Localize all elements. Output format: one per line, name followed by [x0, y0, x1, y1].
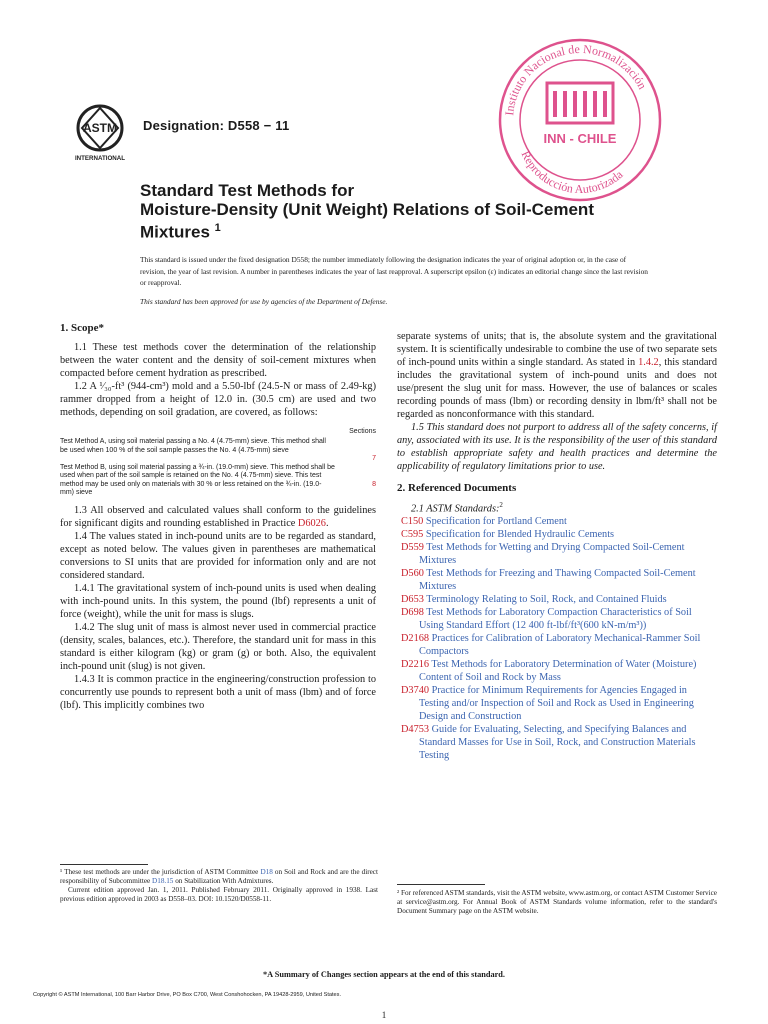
title-line-1: Standard Test Methods for — [140, 181, 355, 200]
ref-item[interactable] — [397, 658, 717, 684]
standard-notice — [140, 254, 650, 307]
test-method-b-text: Test Method B, using soil material passing a ¾-in. (19.0-mm) sieve. This method shall be used when part of the soil sample is retained on the No. 4 (4.75-mm) sieve. This test method may be used only on materials with 30 % or less retained on the ¾-in. (19.0-mm) sieve — [60, 463, 335, 497]
ref-code[interactable]: D653 — [401, 594, 424, 606]
test-method-a — [60, 438, 376, 464]
para-1-4-3: 1.4.3 It is common practice in the engineering/construction profession to concurrently use pounds to represent both a unit of mass (lbm) and of force (lbf). This implicitly combines two — [60, 673, 376, 711]
ref-title[interactable]: Terminology Relating to Soil, Rock, and Contained Fluids — [426, 594, 667, 606]
notice-text: This standard is issued under the fixed designation D558; the number immediately following the designation indicates the year of original adoption or, in the case of revision, the year of last revision. A number in parentheses indicates the year of last reapproval. A superscript epsilon (ε) indicates an editorial change since the last revision or reapproval. — [140, 255, 648, 287]
ref-title[interactable]: Test Methods for Laboratory Compaction Characteristics of Soil Using Standard Effort (12 400 ft-lbf/ft³(600 kN-m/m³)) — [419, 607, 692, 632]
test-method-b-section[interactable]: 8 — [372, 480, 376, 488]
ref-code[interactable]: C150 — [401, 516, 424, 528]
designation: Designation: D558 − 11 — [143, 118, 290, 133]
ref-title[interactable]: Practices for Calibration of Laboratory Mechanical-Rammer Soil Compactors — [419, 633, 701, 658]
astm-standards-subheading — [397, 499, 717, 515]
ref-item[interactable] — [397, 515, 717, 528]
para-1-4-2: 1.4.2 The slug unit of mass is almost never used in commercial practice (density, scales, balances, etc.). Therefore, the standard unit for mass in this standard is either kilogram (kg) or gram (g) or both. Also, the equivalent inch-pound unit (slug) is not given. — [60, 621, 376, 672]
title-line-3: Mixtures — [140, 222, 210, 242]
ref-title[interactable]: Test Methods for Wetting and Drying Compacted Soil-Cement Mixtures — [419, 542, 685, 567]
test-method-a-text: Test Method A, using soil material passing a No. 4 (4.75-mm) sieve. This method shall be used when 100 % of the soil sample passes the No. 4 (4.75-mm) sieve — [60, 438, 326, 454]
inn-chile-stamp — [495, 35, 665, 205]
ref-title[interactable]: Specification for Portland Cement — [425, 516, 567, 528]
ref-code[interactable]: D4753 — [401, 724, 430, 736]
link-d6026[interactable]: D6026 — [297, 517, 326, 529]
para-1-4-1: 1.4.1 The gravitational system of inch-pound units is used when dealing with inch-pound units. In this system, the pound (lbf) represents a unit of force (weight), while the unit for mass is slugs. — [60, 582, 376, 620]
ref-code[interactable]: D560 — [401, 568, 424, 580]
sections-label: Sections — [349, 428, 376, 435]
astm-standards-label: 2.1 ASTM Standards: — [411, 503, 500, 515]
svg-text:ASTM: ASTM — [83, 121, 117, 135]
ref-title[interactable]: Specification for Blended Hydraulic Cements — [425, 529, 615, 541]
ref-item[interactable] — [397, 632, 717, 658]
para-1-1: 1.1 These test methods cover the determination of the relationship between the water content and the density of soil-cement mixtures when compacted before cement hydration as prescribed. — [60, 342, 376, 379]
svg-text:Instituto Nacional de Normaliz: Instituto Nacional de Normalización — [502, 41, 650, 117]
para-1-3-text: 1.3 All observed and calculated values shall conform to the guidelines for significant digits and rounding established in Practice — [60, 504, 376, 529]
para-1-3-end: . — [325, 517, 329, 529]
document-title — [140, 181, 660, 242]
ref-item[interactable] — [397, 723, 717, 762]
ref-code[interactable]: C595 — [401, 529, 424, 541]
fn1-text-c: on Stabilization With Admixtures. — [173, 877, 274, 885]
dod-approval: This standard has been approved for use by agencies of the Department of Defense. — [140, 296, 388, 306]
ref-code[interactable]: D3740 — [401, 685, 430, 697]
ref-code[interactable]: D698 — [401, 607, 424, 619]
ref-item[interactable] — [397, 606, 717, 632]
ref-code[interactable]: D2216 — [401, 659, 430, 671]
title-line-2: Moisture-Density (Unit Weight) Relations of Soil-Cement — [140, 200, 594, 219]
para-1-3 — [60, 504, 376, 530]
right-column — [397, 330, 717, 762]
left-column — [60, 322, 376, 712]
link-d18-15[interactable]: D18.15 — [152, 877, 174, 885]
para-1-4: 1.4 The values stated in inch-pound units are to be regarded as standard, except as noted below. The values given in parentheses are mathematical conversions to SI units that are provided for information only and are not considered standard. — [60, 530, 376, 581]
link-d18[interactable]: D18 — [260, 868, 273, 876]
ref-title[interactable]: Test Methods for Laboratory Determination of Water (Moisture) Content of Soil and Rock by Mass — [419, 659, 697, 684]
page-number: 1 — [381, 1010, 387, 1020]
ref-title[interactable]: Guide for Evaluating, Selecting, and Specifying Balances and Standard Masses for Use in Soil, Rock, and Construction Materials Testing — [419, 724, 696, 762]
link-1-4-2[interactable]: 1.4.2 — [638, 357, 659, 368]
fn1-edition: Current edition approved Jan. 1, 2011. Published February 2011. Originally approved in 1938. Last previous edition approved in 2003 as D558–03. DOI: 10.1520/D0558-11. — [60, 886, 378, 903]
cont-text-b: , this standard includes the gravitational system of inch-pound units and does not use/present the slug unit for mass. However, the use of balances or scales recording pounds of mass (lbm) or recording density in lbm/ft³ shall not be regarded as nonconformance with this standard. — [397, 357, 717, 420]
footnote-2-mark: 2 — [499, 501, 503, 509]
svg-text:Reproducción Autorizada: Reproducción Autorizada — [518, 148, 626, 197]
referenced-documents-list — [397, 515, 717, 762]
fn1-text-b: on Soil and Rock and are the direct responsibility of Subcommittee — [60, 868, 378, 885]
para-1-2: 1.2 A ¹⁄₃₀-ft³ (944-cm³) mold and a 5.50-lbf (24.5-N or mass of 2.49-kg) rammer dropped from a height of 12.0 in. (30.5 cm) are used and two methods, depending on soil gradation, are covered, as follows: — [60, 381, 376, 418]
footnote-divider-right — [397, 884, 485, 885]
ref-item[interactable] — [397, 593, 717, 606]
svg-text:INN - CHILE: INN - CHILE — [543, 131, 617, 146]
test-method-a-section[interactable]: 7 — [372, 455, 376, 462]
ref-item[interactable] — [397, 684, 717, 723]
ref-item[interactable] — [397, 528, 717, 541]
ref-code[interactable]: D2168 — [401, 633, 430, 645]
fn2-text: ² For referenced ASTM standards, visit the ASTM website, www.astm.org, or contact ASTM Customer Service at service@astm.org. For Annual Book of ASTM Standards volume information, refer to the standard's Document Summary page on the ASTM website. — [397, 889, 717, 915]
fn1-text-a: ¹ These test methods are under the jurisdiction of ASTM Committee — [60, 868, 261, 876]
referenced-documents-heading: 2. Referenced Documents — [397, 482, 517, 494]
cont-text-a: separate systems of units; that is, the absolute system and the gravitational system. It is scientifically undesirable to combine the use of two separate sets of inch-pound units within a single standard. As stated in — [397, 331, 717, 368]
footnote-divider-left — [60, 864, 148, 865]
para-1-4-3-cont — [397, 330, 717, 421]
footnote-2 — [397, 889, 717, 916]
copyright-line: Copyright © ASTM International, 100 Barr Harbor Drive, PO Box C700, West Conshohocken, PA 19428-2959, United States. — [33, 992, 341, 998]
test-method-b — [60, 464, 376, 498]
summary-of-changes-note: *A Summary of Changes section appears at the end of this standard. — [262, 970, 505, 979]
para-1-5: 1.5 This standard does not purport to address all of the safety concerns, if any, associated with its use. It is the responsibility of the user of this standard to establish appropriate safety and health practices and determine the applicability of regulatory limitations prior to use. — [397, 422, 717, 472]
svg-text:INTERNATIONAL: INTERNATIONAL — [74, 155, 126, 162]
astm-logo — [68, 100, 132, 164]
footnote-1 — [60, 868, 378, 904]
ref-title[interactable]: Test Methods for Freezing and Thawing Compacted Soil-Cement Mixtures — [419, 568, 696, 593]
ref-title[interactable]: Practice for Minimum Requirements for Agencies Engaged in Testing and/or Inspection of Soil and Rock as Used in Engineering Design and Construction — [419, 685, 694, 723]
scope-heading: 1. Scope* — [60, 322, 104, 334]
title-footnote-mark: 1 — [214, 222, 221, 234]
ref-item[interactable] — [397, 541, 717, 567]
ref-code[interactable]: D559 — [401, 542, 424, 554]
ref-item[interactable] — [397, 567, 717, 593]
